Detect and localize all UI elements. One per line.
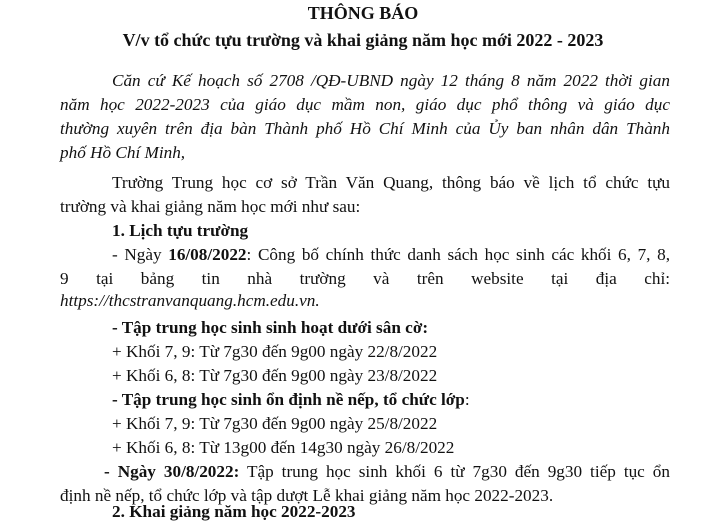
class-setup-colon: :: [464, 390, 470, 409]
rehearsal-text-1: Tập trung học sinh khối 6 từ 7g30 đến 9g30 tiếp tục ổn: [239, 462, 670, 481]
class-item-1: + Khối 7, 9: Từ 7g30 đến 9g00 ngày 25/8/2022: [112, 414, 438, 433]
announce-text-1: : Công bố chính thức danh sách học sinh các khối 6, 7, 8,: [246, 245, 670, 264]
cut-off-area: [0, 500, 726, 521]
announce-line-2: 9 tại bảng tin nhà trường và trên website tại địa chỉ:: [60, 269, 670, 288]
school-line-2: trường và khai giảng năm học mới như sau:: [60, 197, 361, 216]
notice-title: THÔNG BÁO: [307, 3, 419, 23]
rehearsal-line-1: [104, 461, 670, 482]
school-line-1: Trường Trung học cơ sở Trần Văn Quang, thông báo về lịch tổ chức tựu: [112, 173, 670, 192]
notice-subtitle: V/v tổ chức tựu trường và khai giảng năm học mới 2022 - 2023: [122, 30, 604, 50]
announce-prefix: - Ngày: [112, 245, 169, 264]
class-setup-heading: [112, 389, 470, 410]
basis-line-2: năm học 2022-2023 của giáo dục mầm non, giáo dục phổ thông và giáo dục: [60, 95, 670, 114]
basis-line-4: phố Hồ Chí Minh,: [60, 143, 186, 162]
basis-line-1: Căn cứ Kế hoạch số 2708 /QĐ-UBND ngày 12 tháng 8 năm 2022 thời gian: [112, 71, 670, 90]
flag-item-1: + Khối 7, 9: Từ 7g30 đến 9g00 ngày 22/8/2022: [112, 342, 438, 361]
flag-item-2: + Khối 6, 8: Từ 7g30 đến 9g00 ngày 23/8/2022: [112, 366, 438, 385]
announce-date: 16/08/2022: [168, 245, 247, 264]
basis-line-3: thường xuyên trên địa bàn Thành phố Hồ Chí Minh của Ủy ban nhân dân Thành: [60, 119, 670, 138]
flag-assembly-heading: - Tập trung học sinh sinh hoạt dưới sân cờ:: [112, 318, 429, 337]
rehearsal-line-2: định nề nếp, tổ chức lớp và tập dượt Lễ khai giảng năm học 2022-2023.: [60, 486, 554, 505]
class-item-2: + Khối 6, 8: Từ 13g00 đến 14g30 ngày 26/8/2022: [112, 438, 455, 457]
rehearsal-date: - Ngày 30/8/2022:: [104, 462, 240, 481]
class-setup-heading-text: - Tập trung học sinh ổn định nề nếp, tổ chức lớp: [112, 390, 465, 409]
website-url: https://thcstranvanquang.hcm.edu.vn.: [60, 291, 320, 310]
section-2-heading: 2. Khai giảng năm học 2022-2023: [112, 502, 356, 521]
section-1-heading: 1. Lịch tựu trường: [112, 221, 249, 240]
announce-line-1: [112, 244, 670, 265]
